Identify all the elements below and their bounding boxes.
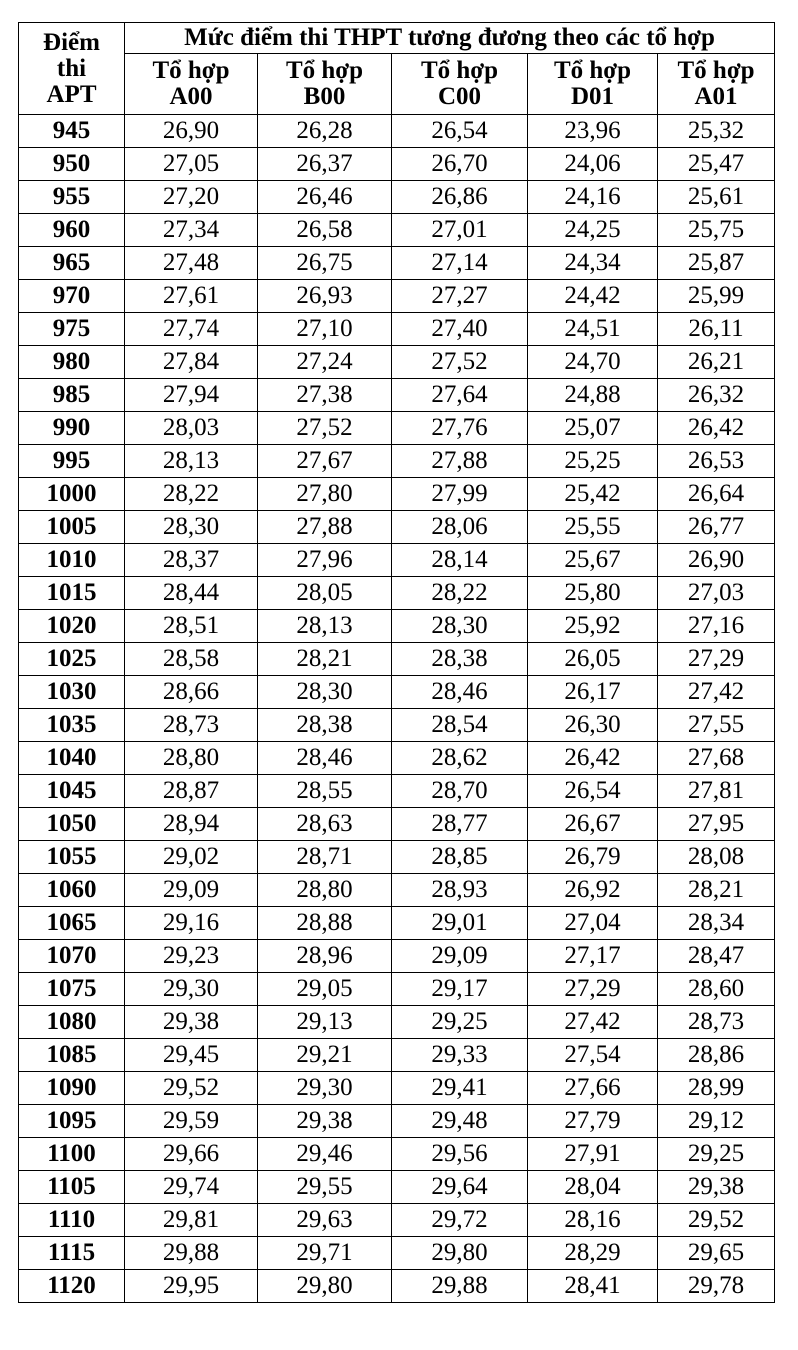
c00-cell: 29,80 bbox=[392, 1237, 528, 1270]
b00-cell: 29,55 bbox=[258, 1171, 392, 1204]
table-row bbox=[19, 841, 775, 874]
d01-cell: 27,17 bbox=[528, 940, 658, 973]
c00-cell: 29,17 bbox=[392, 973, 528, 1006]
c00-cell: 27,52 bbox=[392, 346, 528, 379]
a01-cell: 27,55 bbox=[658, 709, 775, 742]
table-row bbox=[19, 610, 775, 643]
a00-cell: 28,22 bbox=[125, 478, 258, 511]
table-row bbox=[19, 1072, 775, 1105]
table-row bbox=[19, 214, 775, 247]
a00-cell: 26,90 bbox=[125, 115, 258, 148]
d01-cell: 27,54 bbox=[528, 1039, 658, 1072]
a00-cell: 28,94 bbox=[125, 808, 258, 841]
table-row bbox=[19, 907, 775, 940]
combo-header-code: A01 bbox=[694, 83, 738, 110]
table-row bbox=[19, 643, 775, 676]
a01-cell: 28,73 bbox=[658, 1006, 775, 1039]
a00-cell: 28,44 bbox=[125, 577, 258, 610]
c00-cell: 26,86 bbox=[392, 181, 528, 214]
apt-score-cell: 1045 bbox=[19, 775, 125, 808]
thpt-group-header: Mức điểm thi THPT tương đương theo các tổ hợp bbox=[125, 23, 775, 54]
a01-cell: 26,32 bbox=[658, 379, 775, 412]
a00-cell: 27,48 bbox=[125, 247, 258, 280]
b00-cell: 26,93 bbox=[258, 280, 392, 313]
c00-cell: 28,93 bbox=[392, 874, 528, 907]
b00-cell: 28,21 bbox=[258, 643, 392, 676]
apt-score-column-header bbox=[19, 23, 125, 115]
b00-cell: 26,75 bbox=[258, 247, 392, 280]
apt-score-cell: 995 bbox=[19, 445, 125, 478]
c00-cell: 28,77 bbox=[392, 808, 528, 841]
a01-cell: 27,42 bbox=[658, 676, 775, 709]
c00-cell: 29,09 bbox=[392, 940, 528, 973]
d01-cell: 27,91 bbox=[528, 1138, 658, 1171]
c00-cell: 27,27 bbox=[392, 280, 528, 313]
apt-score-cell: 1010 bbox=[19, 544, 125, 577]
d01-cell: 26,05 bbox=[528, 643, 658, 676]
a00-cell: 29,81 bbox=[125, 1204, 258, 1237]
d01-cell: 24,70 bbox=[528, 346, 658, 379]
b00-cell: 28,80 bbox=[258, 874, 392, 907]
d01-cell: 28,29 bbox=[528, 1237, 658, 1270]
d01-cell: 24,42 bbox=[528, 280, 658, 313]
b00-cell: 27,24 bbox=[258, 346, 392, 379]
a00-cell: 28,03 bbox=[125, 412, 258, 445]
b00-cell: 28,88 bbox=[258, 907, 392, 940]
table-row bbox=[19, 346, 775, 379]
d01-cell: 26,92 bbox=[528, 874, 658, 907]
a01-cell: 27,16 bbox=[658, 610, 775, 643]
a01-cell: 29,38 bbox=[658, 1171, 775, 1204]
a01-cell: 27,81 bbox=[658, 775, 775, 808]
b00-cell: 28,96 bbox=[258, 940, 392, 973]
b00-cell: 27,10 bbox=[258, 313, 392, 346]
a01-cell: 27,29 bbox=[658, 643, 775, 676]
a01-cell: 29,25 bbox=[658, 1138, 775, 1171]
table-row bbox=[19, 973, 775, 1006]
combo-header-label: Tổ hợp bbox=[152, 57, 230, 84]
table-body bbox=[19, 115, 775, 1303]
d01-cell: 26,79 bbox=[528, 841, 658, 874]
table-row bbox=[19, 808, 775, 841]
apt-score-cell: 1085 bbox=[19, 1039, 125, 1072]
table-row bbox=[19, 676, 775, 709]
apt-score-cell: 1100 bbox=[19, 1138, 125, 1171]
table-row bbox=[19, 1237, 775, 1270]
a01-cell: 28,34 bbox=[658, 907, 775, 940]
c00-cell: 28,38 bbox=[392, 643, 528, 676]
b00-cell: 29,80 bbox=[258, 1270, 392, 1303]
a00-cell: 28,30 bbox=[125, 511, 258, 544]
a00-cell: 29,38 bbox=[125, 1006, 258, 1039]
d01-cell: 23,96 bbox=[528, 115, 658, 148]
c00-cell: 29,72 bbox=[392, 1204, 528, 1237]
table-row bbox=[19, 478, 775, 511]
c00-cell: 28,46 bbox=[392, 676, 528, 709]
c00-cell: 27,64 bbox=[392, 379, 528, 412]
table-row bbox=[19, 313, 775, 346]
a00-cell: 27,74 bbox=[125, 313, 258, 346]
c00-cell: 27,01 bbox=[392, 214, 528, 247]
combo-header-d01 bbox=[528, 54, 658, 115]
c00-cell: 27,88 bbox=[392, 445, 528, 478]
a01-cell: 28,99 bbox=[658, 1072, 775, 1105]
a00-cell: 27,94 bbox=[125, 379, 258, 412]
c00-cell: 29,41 bbox=[392, 1072, 528, 1105]
a01-cell: 28,47 bbox=[658, 940, 775, 973]
c00-cell: 29,33 bbox=[392, 1039, 528, 1072]
a00-cell: 28,13 bbox=[125, 445, 258, 478]
c00-cell: 29,88 bbox=[392, 1270, 528, 1303]
apt-score-cell: 1050 bbox=[19, 808, 125, 841]
apt-score-cell: 1025 bbox=[19, 643, 125, 676]
c00-cell: 29,64 bbox=[392, 1171, 528, 1204]
apt-score-cell: 1000 bbox=[19, 478, 125, 511]
apt-score-cell: 1070 bbox=[19, 940, 125, 973]
apt-header-line: Điểm bbox=[43, 28, 100, 56]
apt-score-cell: 1040 bbox=[19, 742, 125, 775]
d01-cell: 28,04 bbox=[528, 1171, 658, 1204]
a00-cell: 29,02 bbox=[125, 841, 258, 874]
table-row bbox=[19, 1006, 775, 1039]
b00-cell: 29,21 bbox=[258, 1039, 392, 1072]
apt-score-cell: 965 bbox=[19, 247, 125, 280]
apt-score-cell: 1060 bbox=[19, 874, 125, 907]
apt-score-cell: 955 bbox=[19, 181, 125, 214]
a01-cell: 29,65 bbox=[658, 1237, 775, 1270]
apt-score-cell: 1095 bbox=[19, 1105, 125, 1138]
a00-cell: 28,51 bbox=[125, 610, 258, 643]
apt-score-cell: 1065 bbox=[19, 907, 125, 940]
table-row bbox=[19, 874, 775, 907]
d01-cell: 26,17 bbox=[528, 676, 658, 709]
a01-cell: 29,12 bbox=[658, 1105, 775, 1138]
a00-cell: 28,37 bbox=[125, 544, 258, 577]
a01-cell: 28,08 bbox=[658, 841, 775, 874]
b00-cell: 28,38 bbox=[258, 709, 392, 742]
combo-header-code: D01 bbox=[570, 83, 615, 110]
a00-cell: 28,66 bbox=[125, 676, 258, 709]
table-row bbox=[19, 379, 775, 412]
apt-score-cell: 1105 bbox=[19, 1171, 125, 1204]
table-row bbox=[19, 445, 775, 478]
apt-score-cell: 1115 bbox=[19, 1237, 125, 1270]
table-row bbox=[19, 940, 775, 973]
d01-cell: 25,42 bbox=[528, 478, 658, 511]
header-row-combos bbox=[19, 54, 775, 115]
d01-cell: 25,67 bbox=[528, 544, 658, 577]
d01-cell: 28,41 bbox=[528, 1270, 658, 1303]
a01-cell: 25,87 bbox=[658, 247, 775, 280]
a01-cell: 26,90 bbox=[658, 544, 775, 577]
c00-cell: 27,76 bbox=[392, 412, 528, 445]
c00-cell: 29,48 bbox=[392, 1105, 528, 1138]
d01-cell: 24,16 bbox=[528, 181, 658, 214]
b00-cell: 29,38 bbox=[258, 1105, 392, 1138]
table-row bbox=[19, 412, 775, 445]
a00-cell: 27,84 bbox=[125, 346, 258, 379]
d01-cell: 27,79 bbox=[528, 1105, 658, 1138]
a00-cell: 27,20 bbox=[125, 181, 258, 214]
b00-cell: 27,96 bbox=[258, 544, 392, 577]
a00-cell: 28,80 bbox=[125, 742, 258, 775]
c00-cell: 29,56 bbox=[392, 1138, 528, 1171]
d01-cell: 25,92 bbox=[528, 610, 658, 643]
apt-score-cell: 975 bbox=[19, 313, 125, 346]
apt-score-cell: 1080 bbox=[19, 1006, 125, 1039]
a01-cell: 27,03 bbox=[658, 577, 775, 610]
a00-cell: 29,74 bbox=[125, 1171, 258, 1204]
d01-cell: 24,06 bbox=[528, 148, 658, 181]
b00-cell: 29,63 bbox=[258, 1204, 392, 1237]
apt-header-line: APT bbox=[46, 80, 97, 108]
table-row bbox=[19, 544, 775, 577]
a00-cell: 29,59 bbox=[125, 1105, 258, 1138]
combo-header-label: Tổ hợp bbox=[420, 57, 499, 84]
b00-cell: 28,55 bbox=[258, 775, 392, 808]
combo-header-c00 bbox=[392, 54, 528, 115]
apt-score-cell: 1120 bbox=[19, 1270, 125, 1303]
table-row bbox=[19, 148, 775, 181]
c00-cell: 28,54 bbox=[392, 709, 528, 742]
b00-cell: 28,46 bbox=[258, 742, 392, 775]
d01-cell: 28,16 bbox=[528, 1204, 658, 1237]
d01-cell: 27,66 bbox=[528, 1072, 658, 1105]
table-row bbox=[19, 181, 775, 214]
a01-cell: 26,21 bbox=[658, 346, 775, 379]
d01-cell: 24,25 bbox=[528, 214, 658, 247]
apt-score-cell: 1055 bbox=[19, 841, 125, 874]
c00-cell: 26,54 bbox=[392, 115, 528, 148]
d01-cell: 26,30 bbox=[528, 709, 658, 742]
b00-cell: 27,80 bbox=[258, 478, 392, 511]
c00-cell: 28,22 bbox=[392, 577, 528, 610]
combo-header-a00 bbox=[125, 54, 258, 115]
d01-cell: 24,51 bbox=[528, 313, 658, 346]
b00-cell: 26,37 bbox=[258, 148, 392, 181]
a01-cell: 25,99 bbox=[658, 280, 775, 313]
a01-cell: 26,64 bbox=[658, 478, 775, 511]
table-row bbox=[19, 1270, 775, 1303]
table-row bbox=[19, 577, 775, 610]
b00-cell: 29,30 bbox=[258, 1072, 392, 1105]
a01-cell: 25,61 bbox=[658, 181, 775, 214]
apt-score-cell: 1005 bbox=[19, 511, 125, 544]
combo-header-code: A00 bbox=[169, 83, 213, 110]
a00-cell: 29,88 bbox=[125, 1237, 258, 1270]
header-row-group bbox=[19, 23, 775, 54]
a01-cell: 25,75 bbox=[658, 214, 775, 247]
c00-cell: 28,62 bbox=[392, 742, 528, 775]
b00-cell: 27,38 bbox=[258, 379, 392, 412]
a01-cell: 29,78 bbox=[658, 1270, 775, 1303]
c00-cell: 28,70 bbox=[392, 775, 528, 808]
c00-cell: 28,85 bbox=[392, 841, 528, 874]
table-row bbox=[19, 511, 775, 544]
table-row bbox=[19, 1105, 775, 1138]
c00-cell: 28,14 bbox=[392, 544, 528, 577]
apt-score-cell: 990 bbox=[19, 412, 125, 445]
d01-cell: 25,55 bbox=[528, 511, 658, 544]
apt-score-cell: 1090 bbox=[19, 1072, 125, 1105]
b00-cell: 27,67 bbox=[258, 445, 392, 478]
combo-header-label: Tổ hợp bbox=[285, 57, 364, 84]
b00-cell: 26,58 bbox=[258, 214, 392, 247]
b00-cell: 27,52 bbox=[258, 412, 392, 445]
a00-cell: 27,05 bbox=[125, 148, 258, 181]
b00-cell: 26,28 bbox=[258, 115, 392, 148]
b00-cell: 28,30 bbox=[258, 676, 392, 709]
apt-score-cell: 985 bbox=[19, 379, 125, 412]
a01-cell: 27,95 bbox=[658, 808, 775, 841]
a00-cell: 27,61 bbox=[125, 280, 258, 313]
table-row bbox=[19, 775, 775, 808]
c00-cell: 26,70 bbox=[392, 148, 528, 181]
a01-cell: 29,52 bbox=[658, 1204, 775, 1237]
combo-header-code: C00 bbox=[437, 83, 482, 110]
table-row bbox=[19, 742, 775, 775]
apt-score-cell: 945 bbox=[19, 115, 125, 148]
apt-score-cell: 960 bbox=[19, 214, 125, 247]
a01-cell: 25,32 bbox=[658, 115, 775, 148]
b00-cell: 28,05 bbox=[258, 577, 392, 610]
d01-cell: 25,25 bbox=[528, 445, 658, 478]
d01-cell: 24,88 bbox=[528, 379, 658, 412]
table-row bbox=[19, 280, 775, 313]
a00-cell: 27,34 bbox=[125, 214, 258, 247]
a01-cell: 28,86 bbox=[658, 1039, 775, 1072]
a01-cell: 27,68 bbox=[658, 742, 775, 775]
combo-header-a01 bbox=[658, 54, 775, 115]
c00-cell: 27,14 bbox=[392, 247, 528, 280]
combo-header-b00 bbox=[258, 54, 392, 115]
b00-cell: 28,13 bbox=[258, 610, 392, 643]
b00-cell: 28,63 bbox=[258, 808, 392, 841]
b00-cell: 26,46 bbox=[258, 181, 392, 214]
apt-score-cell: 1075 bbox=[19, 973, 125, 1006]
a00-cell: 28,73 bbox=[125, 709, 258, 742]
apt-score-cell: 1035 bbox=[19, 709, 125, 742]
d01-cell: 25,07 bbox=[528, 412, 658, 445]
a00-cell: 29,52 bbox=[125, 1072, 258, 1105]
c00-cell: 28,06 bbox=[392, 511, 528, 544]
apt-score-cell: 1020 bbox=[19, 610, 125, 643]
table-row bbox=[19, 709, 775, 742]
combo-header-label: Tổ hợp bbox=[553, 57, 632, 84]
table-row bbox=[19, 1171, 775, 1204]
d01-cell: 27,42 bbox=[528, 1006, 658, 1039]
apt-score-cell: 1110 bbox=[19, 1204, 125, 1237]
table-row bbox=[19, 1039, 775, 1072]
score-conversion-table bbox=[18, 22, 775, 1303]
a00-cell: 29,16 bbox=[125, 907, 258, 940]
b00-cell: 29,05 bbox=[258, 973, 392, 1006]
b00-cell: 29,71 bbox=[258, 1237, 392, 1270]
c00-cell: 29,01 bbox=[392, 907, 528, 940]
a01-cell: 25,47 bbox=[658, 148, 775, 181]
apt-score-cell: 1030 bbox=[19, 676, 125, 709]
a01-cell: 28,21 bbox=[658, 874, 775, 907]
table-row bbox=[19, 1204, 775, 1237]
b00-cell: 29,46 bbox=[258, 1138, 392, 1171]
a00-cell: 28,58 bbox=[125, 643, 258, 676]
a00-cell: 29,23 bbox=[125, 940, 258, 973]
apt-score-cell: 980 bbox=[19, 346, 125, 379]
a00-cell: 29,66 bbox=[125, 1138, 258, 1171]
a00-cell: 29,45 bbox=[125, 1039, 258, 1072]
table-row bbox=[19, 247, 775, 280]
table-row bbox=[19, 1138, 775, 1171]
a01-cell: 26,11 bbox=[658, 313, 775, 346]
table-row bbox=[19, 115, 775, 148]
combo-header-code: B00 bbox=[303, 83, 346, 110]
apt-score-cell: 950 bbox=[19, 148, 125, 181]
apt-header-line: thi bbox=[56, 54, 87, 82]
b00-cell: 27,88 bbox=[258, 511, 392, 544]
d01-cell: 27,29 bbox=[528, 973, 658, 1006]
table-header bbox=[19, 23, 775, 115]
combo-header-label: Tổ hợp bbox=[677, 57, 755, 84]
c00-cell: 27,40 bbox=[392, 313, 528, 346]
a00-cell: 29,95 bbox=[125, 1270, 258, 1303]
apt-score-cell: 1015 bbox=[19, 577, 125, 610]
a00-cell: 28,87 bbox=[125, 775, 258, 808]
apt-score-cell: 970 bbox=[19, 280, 125, 313]
a01-cell: 28,60 bbox=[658, 973, 775, 1006]
d01-cell: 26,54 bbox=[528, 775, 658, 808]
b00-cell: 29,13 bbox=[258, 1006, 392, 1039]
d01-cell: 26,42 bbox=[528, 742, 658, 775]
c00-cell: 28,30 bbox=[392, 610, 528, 643]
a01-cell: 26,53 bbox=[658, 445, 775, 478]
a00-cell: 29,09 bbox=[125, 874, 258, 907]
b00-cell: 28,71 bbox=[258, 841, 392, 874]
a00-cell: 29,30 bbox=[125, 973, 258, 1006]
c00-cell: 27,99 bbox=[392, 478, 528, 511]
d01-cell: 25,80 bbox=[528, 577, 658, 610]
d01-cell: 24,34 bbox=[528, 247, 658, 280]
d01-cell: 26,67 bbox=[528, 808, 658, 841]
c00-cell: 29,25 bbox=[392, 1006, 528, 1039]
d01-cell: 27,04 bbox=[528, 907, 658, 940]
a01-cell: 26,77 bbox=[658, 511, 775, 544]
a01-cell: 26,42 bbox=[658, 412, 775, 445]
